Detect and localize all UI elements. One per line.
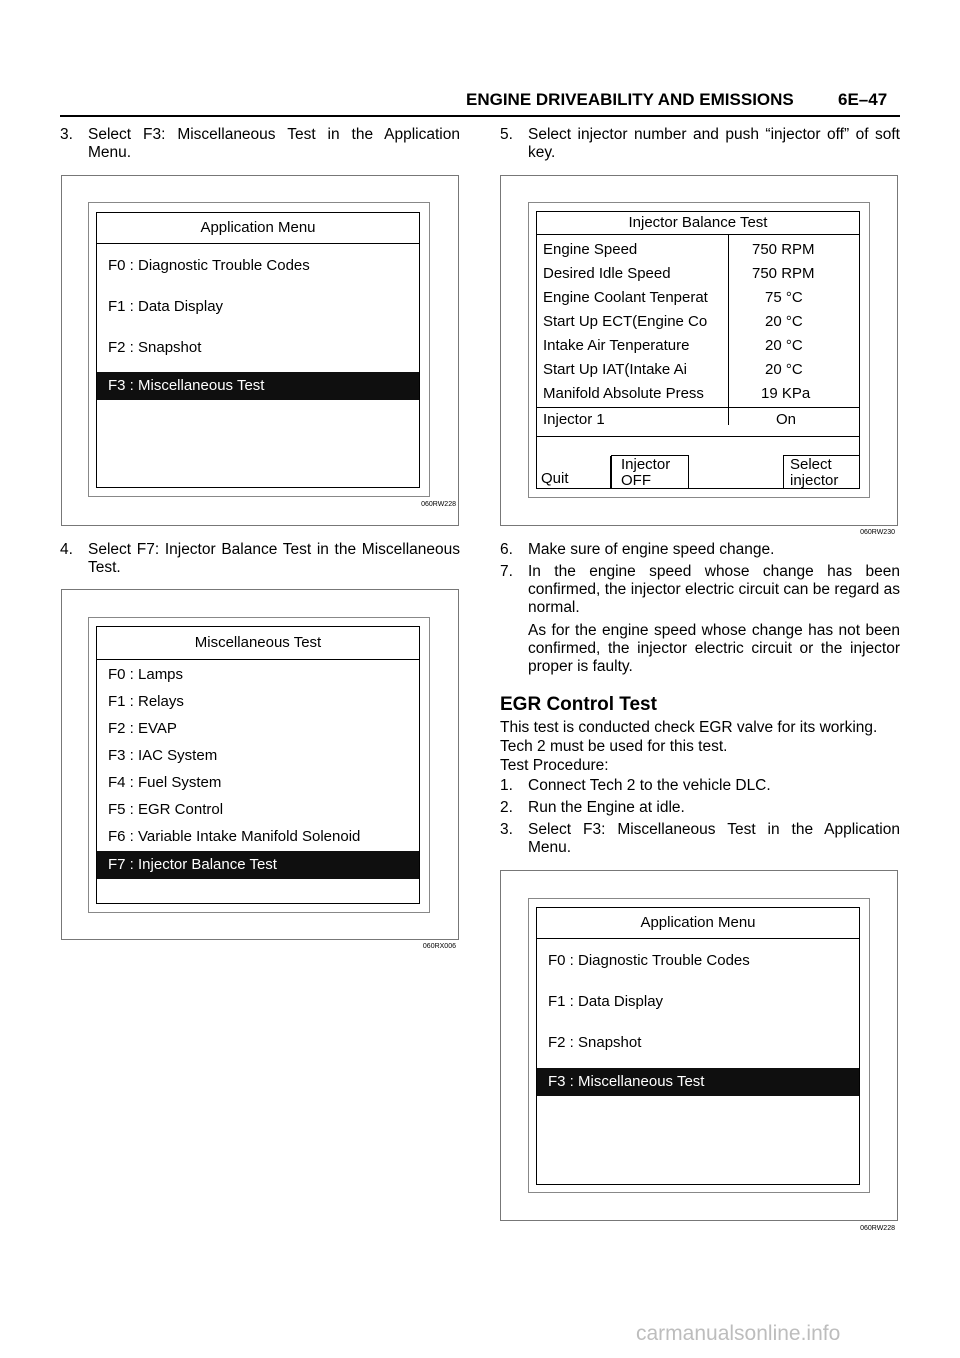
param-label-startup-ect: Start Up ECT(Engine Co — [543, 313, 708, 330]
softkey-label: Quit — [541, 470, 569, 487]
procedure-step-2 — [500, 799, 900, 817]
step-number: 2. — [500, 799, 513, 816]
step-text: Select injector number and push “injector off” of soft key. — [528, 126, 900, 161]
step-number: 1. — [500, 777, 513, 794]
step-text: Select F3: Miscellaneous Test in the Application Menu. — [528, 821, 900, 856]
param-value-startup-ect: 20 °C — [765, 313, 803, 330]
menu-item-f6: F6 : Variable Intake Manifold Solenoid — [108, 828, 361, 845]
menu-item-f3-selected: F3 : Miscellaneous Test — [537, 1068, 859, 1096]
menu-item-f2: F2 : Snapshot — [548, 1034, 642, 1051]
watermark: carmanualsonline.info — [636, 1322, 841, 1345]
menu-item-f5: F5 : EGR Control — [108, 801, 224, 818]
step-number: 6. — [500, 541, 513, 558]
param-label-coolant-temp: Engine Coolant Tenperat — [543, 289, 708, 306]
step-7-note: As for the engine speed whose change has not been confirmed, the injector electric circuit or the injector proper is faulty. — [528, 622, 900, 675]
row-divider — [537, 407, 859, 408]
screen-display — [536, 211, 860, 489]
figure-application-menu — [61, 175, 459, 526]
screen-frame — [528, 898, 870, 1193]
figure-caption: 060RW228 — [421, 501, 456, 508]
menu-item-f4: F4 : Fuel System — [108, 774, 222, 791]
menu-item-f2: F2 : EVAP — [108, 720, 177, 737]
softkey-injector-off[interactable] — [611, 455, 689, 489]
screen-frame — [88, 202, 430, 497]
step-number: 3. — [500, 821, 513, 838]
header-rule — [60, 115, 900, 117]
step-number: 3. — [60, 126, 73, 143]
softkey-select-injector[interactable] — [783, 455, 860, 489]
row-divider — [537, 436, 859, 437]
param-label-intake-air-temp: Intake Air Tenperature — [543, 337, 690, 354]
menu-item-f0: F0 : Diagnostic Trouble Codes — [548, 952, 750, 969]
screen-display — [536, 907, 860, 1185]
param-value-map: 19 KPa — [761, 385, 811, 402]
figure-injector-balance-test — [500, 175, 898, 536]
screen-title: Miscellaneous Test — [97, 627, 419, 660]
step-3 — [60, 126, 460, 162]
column-divider — [728, 235, 729, 425]
step-text: Run the Engine at idle. — [528, 799, 685, 816]
figure-caption: 060RX006 — [422, 943, 456, 950]
param-value-startup-iat: 20 °C — [765, 361, 803, 378]
step-text: Connect Tech 2 to the vehicle DLC. — [528, 777, 771, 794]
menu-item-f0: F0 : Diagnostic Trouble Codes — [108, 257, 310, 274]
step-number: 7. — [500, 563, 513, 580]
screen-title: Application Menu — [97, 213, 419, 244]
header-title: ENGINE DRIVEABILITY AND EMISSIONS — [466, 90, 794, 109]
step-text: Select F7: Injector Balance Test in the Miscellaneous Test. — [88, 541, 460, 576]
param-value-intake-air-temp: 20 °C — [765, 337, 803, 354]
param-label-startup-iat: Start Up IAT(Intake Ai — [543, 361, 687, 378]
param-label-map: Manifold Absolute Press — [543, 385, 704, 402]
step-6 — [500, 541, 900, 559]
procedure-step-1 — [500, 777, 900, 795]
step-7 — [500, 563, 900, 617]
softkey-label: Select — [790, 456, 832, 473]
injector-label: Injector 1 — [543, 411, 605, 428]
section-title: EGR Control Test — [500, 694, 657, 715]
screen-title: Application Menu — [537, 908, 859, 939]
menu-item-f3-selected: F3 : Miscellaneous Test — [97, 372, 419, 400]
figure-caption: 060RW230 — [860, 529, 895, 536]
page-number: 6E–47 — [838, 90, 888, 109]
procedure-step-3 — [500, 821, 900, 857]
section-requirement: Tech 2 must be used for this test. — [500, 738, 728, 755]
screen-title: Injector Balance Test — [537, 212, 859, 235]
menu-item-f2: F2 : Snapshot — [108, 339, 202, 356]
section-intro: This test is conducted check EGR valve for its working. — [500, 719, 878, 736]
param-label-desired-idle: Desired Idle Speed — [543, 265, 671, 282]
figure-application-menu-2 — [500, 870, 898, 1232]
menu-item-f3: F3 : IAC System — [108, 747, 218, 764]
menu-item-f0: F0 : Lamps — [108, 666, 184, 683]
param-value-desired-idle: 750 RPM — [752, 265, 815, 282]
menu-item-f7-selected: F7 : Injector Balance Test — [97, 851, 419, 879]
softkey-label: Injector — [621, 456, 671, 473]
injector-state: On — [776, 411, 797, 428]
screen-frame — [88, 617, 430, 913]
step-text: In the engine speed whose change has been confirmed, the injector electric circuit can be regard as normal. — [528, 563, 900, 616]
step-4 — [60, 541, 460, 577]
step-5 — [500, 126, 900, 162]
softkey-label: injector — [790, 472, 839, 489]
param-value-engine-speed: 750 RPM — [752, 241, 815, 258]
screen-display — [96, 626, 420, 904]
step-text: Select F3: Miscellaneous Test in the Application Menu. — [88, 126, 460, 161]
figure-caption: 060RW228 — [860, 1225, 895, 1232]
test-procedure-label: Test Procedure: — [500, 757, 609, 774]
step-number: 4. — [60, 541, 73, 558]
menu-item-f1: F1 : Relays — [108, 693, 184, 710]
softkey-quit[interactable] — [536, 456, 611, 489]
softkey-label: OFF — [621, 472, 651, 489]
figure-miscellaneous-test — [61, 589, 459, 950]
step-number: 5. — [500, 126, 513, 143]
menu-item-f1: F1 : Data Display — [548, 993, 664, 1010]
param-label-engine-speed: Engine Speed — [543, 241, 638, 258]
menu-item-f1: F1 : Data Display — [108, 298, 224, 315]
screen-display — [96, 212, 420, 488]
step-text: Make sure of engine speed change. — [528, 541, 775, 558]
param-value-coolant-temp: 75 °C — [765, 289, 803, 306]
screen-frame — [528, 202, 870, 498]
